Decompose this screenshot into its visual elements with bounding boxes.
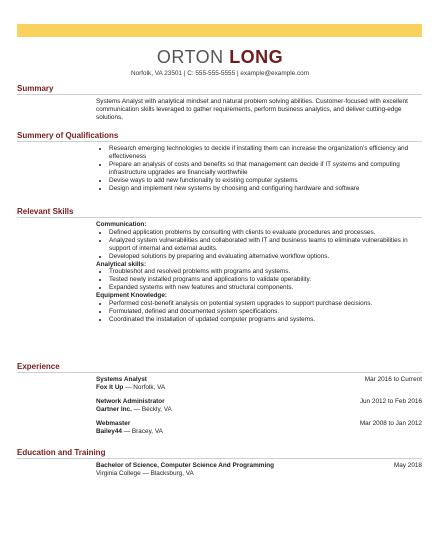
job-location: — Beckly, VA	[131, 405, 172, 413]
skill-group-heading: Communication:	[96, 221, 147, 228]
job-dates: Mar 2016 to Current	[364, 376, 422, 383]
contact-info: Norfolk, VA 23501 | C: 555-555-5555 | example@example.com	[130, 70, 310, 77]
qualifications-divider	[17, 141, 422, 142]
summary-text: Systems Analyst with analytical mindset and natural problem solving abilities. Customer-focused with excellent communication skills leveraged to gather requirements, perform business analytics, and deliver cutting-edge solutions.	[96, 98, 408, 121]
skill-item: • Troubleshot and resolved problems with programs and systems.	[109, 268, 422, 276]
summary-heading: Summary	[17, 84, 54, 93]
qualification-item: • Devise ways to add new functionality to existing computer systems	[109, 177, 422, 185]
skill-item: • Coordinated the installation of updated computer programs and systems.	[109, 316, 422, 324]
qualifications-heading: Summery of Qualifications	[17, 131, 119, 140]
education-entry	[96, 462, 422, 484]
job-company: Fox It Up	[96, 383, 124, 391]
experience-divider	[17, 372, 422, 373]
qualifications-list	[96, 145, 422, 192]
job-location: — Bracey, VA	[121, 427, 163, 435]
first-name: ORTON	[156, 47, 224, 67]
experience-list	[96, 376, 422, 442]
experience-heading: Experience	[17, 362, 60, 371]
job-dates: Jun 2012 to Feb 2016	[359, 398, 422, 405]
skill-item: • Tested newly installed programs and applications to validate operability.	[109, 276, 422, 284]
qualifications-list-wrap	[96, 145, 422, 192]
job-title: Webmaster	[96, 420, 131, 427]
job-company: Gartner Inc.	[96, 405, 132, 413]
skills-heading: Relevant Skills	[17, 207, 74, 216]
qualification-item: • Prepare an analysis of costs and benefits so that management can decide if IT systems and computing infrastructure upgrades are financially worthwhile	[109, 161, 422, 177]
job-title: Systems Analyst	[96, 376, 147, 383]
skill-item: • Developed solutions by preparing and evaluating alternative workflow options.	[109, 253, 422, 261]
job-dates: Mar 2008 to Jan 2012	[359, 420, 422, 427]
skill-list	[96, 268, 422, 292]
degree: Bachelor of Science, Computer Science And Programming	[96, 462, 275, 469]
education-list	[96, 462, 422, 484]
skill-item: • Defined application problems by consulting with clients to evaluate procedures and processes.	[109, 229, 422, 237]
job-entry	[96, 398, 422, 420]
skill-list	[96, 229, 422, 261]
skill-group-heading: Equipment Knowledge:	[96, 292, 168, 300]
graduation-date: May 2018	[393, 462, 422, 469]
job-location: — Norfolk, VA	[123, 383, 166, 391]
skill-item: • Analyzed system vulnerabilities and collaborated with IT and business teams to eliminate vulnerabilities in support of internal and external audits.	[109, 237, 422, 253]
job-entry	[96, 420, 422, 442]
skill-item: • Expanded systems with new features and structural components.	[109, 284, 422, 292]
job-title: Network Administrator	[96, 398, 165, 405]
education-heading: Education and Training	[17, 448, 106, 457]
skill-list	[96, 300, 422, 324]
skills-divider	[17, 217, 422, 218]
school: Virginia College — Blacksburg, VA	[96, 469, 194, 477]
job-company: Bailey44	[96, 427, 122, 435]
qualification-item: • Research emerging technologies to decide if installing them can increase the organization's efficiency and effectiveness	[109, 145, 422, 161]
skill-item: • Formulated, defined and documented system specifications.	[109, 308, 422, 316]
qualification-item: • Design and implement new systems by choosing and configuring hardware and software	[109, 185, 422, 193]
candidate-name	[0, 47, 440, 67]
last-name: LONG	[229, 47, 284, 67]
job-entry	[96, 376, 422, 398]
skill-group-heading: Analytical skills:	[96, 260, 147, 268]
summary-divider	[17, 94, 422, 95]
header-accent-bar	[17, 24, 422, 37]
skill-item: • Performed cost-benefit analysis on potential system upgrades to support purchase decisions.	[109, 300, 422, 308]
education-divider	[17, 458, 422, 459]
skills-block	[96, 221, 422, 324]
